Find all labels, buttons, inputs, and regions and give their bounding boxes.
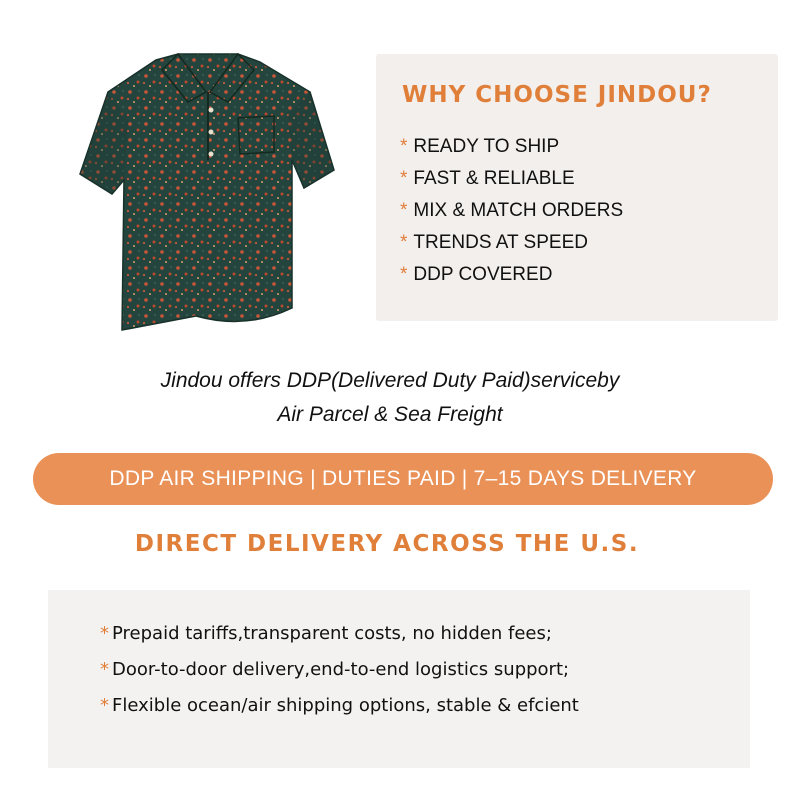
list-item <box>400 230 623 262</box>
list-item-label: TRENDS AT SPEED <box>413 232 588 253</box>
asterisk-bullet: * <box>400 232 408 253</box>
list-item-label: FAST & RELIABLE <box>413 168 575 189</box>
features-panel <box>48 590 750 768</box>
product-image <box>78 40 336 340</box>
list-item-label: Prepaid tariffs,transparent costs, no hidden fees; <box>112 623 552 644</box>
asterisk-bullet: * <box>400 168 408 189</box>
asterisk-bullet: * <box>100 623 109 644</box>
list-item-label: DDP COVERED <box>413 264 553 285</box>
direct-delivery-heading: DIRECT DELIVERY ACROSS THE U.S. <box>134 531 640 557</box>
ddp-intro-text <box>0 364 780 432</box>
ddp-intro-line: Jindou offers DDP(Delivered Duty Paid)serviceby <box>160 369 620 392</box>
asterisk-bullet: * <box>400 264 408 285</box>
list-item-label: Flexible ocean/air shipping options, stable & efcient <box>112 695 579 716</box>
ddp-intro-line: Air Parcel & Sea Freight <box>277 403 503 426</box>
ddp-shipping-banner: DDP AIR SHIPPING | DUTIES PAID | 7–15 DAYS DELIVERY <box>33 453 773 505</box>
why-choose-title: WHY CHOOSE JINDOU? <box>402 82 712 108</box>
list-item <box>100 692 579 728</box>
list-item <box>100 620 579 656</box>
list-item <box>400 262 623 294</box>
list-item <box>100 656 579 692</box>
blouse-icon <box>78 40 336 340</box>
asterisk-bullet: * <box>100 659 109 680</box>
list-item-label: MIX & MATCH ORDERS <box>413 200 624 221</box>
why-choose-panel <box>376 54 778 321</box>
asterisk-bullet: * <box>400 136 408 157</box>
why-choose-list <box>400 134 623 294</box>
asterisk-bullet: * <box>400 200 408 221</box>
list-item <box>400 134 623 166</box>
list-item-label: READY TO SHIP <box>413 136 560 157</box>
list-item <box>400 198 623 230</box>
list-item <box>400 166 623 198</box>
list-item-label: Door-to-door delivery,end-to-end logistics support; <box>112 659 570 680</box>
features-list <box>100 620 579 728</box>
asterisk-bullet: * <box>100 695 109 716</box>
